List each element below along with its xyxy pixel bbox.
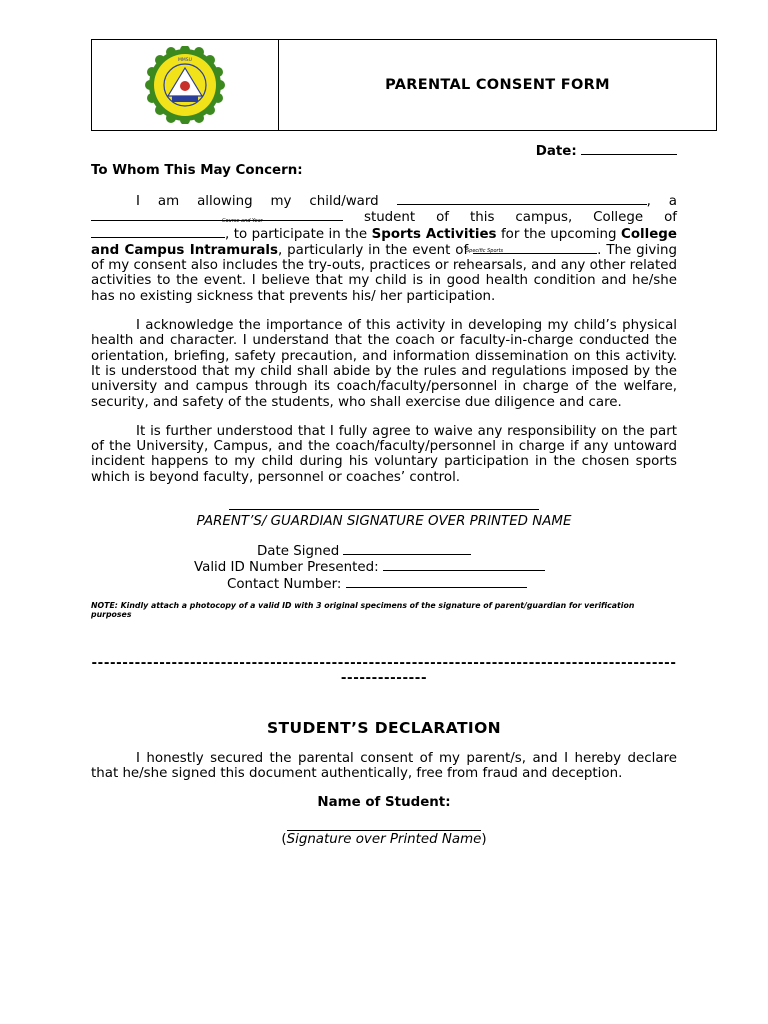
parent-signature-line[interactable] xyxy=(229,501,539,510)
form-title: PARENTAL CONSENT FORM xyxy=(385,77,610,93)
cut-line-separator: ------------------------------------------------------------------------------------------------------------- xyxy=(91,655,677,686)
consent-paragraph xyxy=(91,193,677,304)
para1-text-5: for the upcoming xyxy=(500,226,617,242)
hint-course-year: Course and Year xyxy=(222,218,263,224)
para1-text-3: student of this campus, College of xyxy=(363,210,677,226)
contact-blank[interactable] xyxy=(346,576,527,588)
date-blank[interactable] xyxy=(581,143,677,155)
date-signed-row xyxy=(91,543,677,559)
para1-text-4: , to participate in the xyxy=(225,226,368,242)
declaration-text: I honestly secured the parental consent of my parent/s, and I hereby declare that he/she signed this document authentically, free from fraud and deception. xyxy=(91,750,677,782)
waiver-paragraph: It is further understood that I fully agree to waive any responsibility on the part of the University, Campus, and the coach/faculty/personnel in charge if any untoward incident happens to my child during his voluntary participation in the chosen sports which is beyond faculty, personnel or coaches’ control. xyxy=(91,423,677,485)
date-label: Date: xyxy=(535,144,577,159)
svg-text:MMSU: MMSU xyxy=(178,58,192,63)
intramurals-label: College and Campus Intramurals xyxy=(91,226,677,258)
valid-id-blank[interactable] xyxy=(383,559,545,571)
parent-signature-block xyxy=(91,501,677,529)
acknowledge-paragraph: I acknowledge the importance of this activity in developing my child’s physical health and character. I understand that the coach or faculty-in-charge conducted the orientation, briefing, safety precaution, and information dissemination on this activity. It is understood that my child shall abide by the rules and regulations imposed by the university and campus through its coach/faculty/personnel in charge of the welfare, security, and safety of the students, who shall exercise due diligence and care. xyxy=(91,318,677,410)
student-signature-block xyxy=(91,824,677,847)
parent-signature-caption: PARENT’S/ GUARDIAN SIGNATURE OVER PRINTED NAME xyxy=(196,514,572,530)
declaration-title: STUDENT’S DECLARATION xyxy=(266,718,502,737)
sports-activities-label: Sports Activities xyxy=(371,226,497,242)
note-text: NOTE: Kindly attach a photocopy of a valid ID with 3 original specimens of the signature of parent/guardian for verification purposes xyxy=(91,600,635,620)
date-signed-label: Date Signed xyxy=(257,544,340,560)
para1-text-2: , a xyxy=(646,194,678,209)
form-header xyxy=(91,39,717,131)
contact-label: Contact Number: xyxy=(227,576,342,592)
date-signed-blank[interactable] xyxy=(343,543,471,555)
signature-fields xyxy=(91,543,677,592)
hint-specific-sports: Specific Sports xyxy=(466,248,504,254)
contact-row xyxy=(91,576,677,592)
child-name-blank[interactable] xyxy=(397,193,647,205)
para1-text-1: I am allowing my child/ward xyxy=(136,194,379,209)
student-name-label: Name of Student: xyxy=(317,794,451,810)
date-line xyxy=(91,143,677,159)
consent-form-page xyxy=(91,39,677,847)
student-signature-caption-text: Signature over Printed Name xyxy=(286,831,482,847)
valid-id-label: Valid ID Number Presented: xyxy=(194,560,379,576)
para1-text-7: . The giving of my consent also includes the try-outs, practices or rehearsals, and any other related activities to the event. I believe that my child is in good health condition and he/she has no existing sickness that prevents his/ her participation. xyxy=(91,242,678,304)
logo-cell xyxy=(92,40,279,130)
student-signature-caption: (Signature over Printed Name) xyxy=(281,831,487,847)
para1-text-6: , particularly in the event of xyxy=(277,242,469,258)
student-signature-line[interactable] xyxy=(287,824,481,831)
valid-id-row xyxy=(91,559,677,575)
university-seal-logo xyxy=(140,46,230,124)
salutation: To Whom This May Concern: xyxy=(91,163,303,178)
